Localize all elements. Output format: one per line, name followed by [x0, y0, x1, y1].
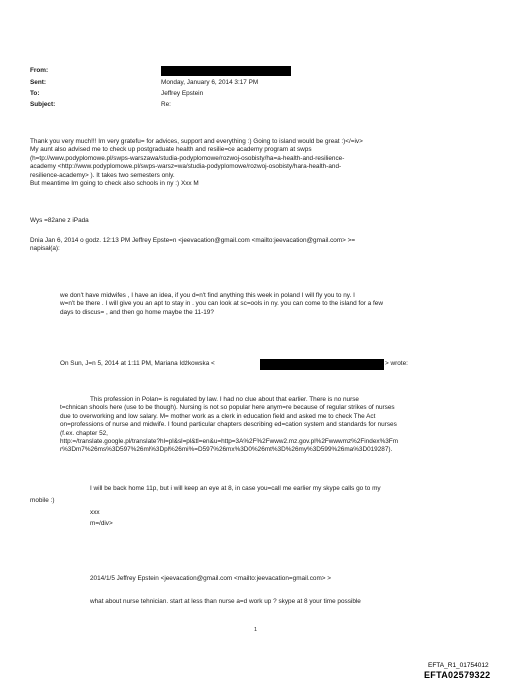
text-line: due to overworking and low salary. M= mother work as a clerk in education field and asked me to check The Act: [60, 412, 376, 420]
signature-line: Wys =82ane z iPada: [30, 217, 89, 224]
redacted-email: [260, 359, 384, 370]
text-line: This profession in Polan= is regulated by law. I had no clue about that earlier. There is no nurse: [90, 396, 359, 403]
text-line: My aunt also advised me to check up postgraduate health and resilie=ce academy program at swps: [30, 146, 312, 154]
text-line: days to discus= , and then go home maybe the 11-19?: [60, 308, 214, 316]
efta-code-large: EFTA02579322: [424, 670, 491, 680]
text-line: Dnia Jan 6, 2014 o godz. 12:13 PM Jeffrey Epste=n <jeevacation@gmail.com <mailto:jeevacation@gmail.com> >=: [30, 237, 356, 244]
sent-value: Monday, January 6, 2014 3:17 PM: [161, 79, 259, 86]
text-line: (f.ex. chapter 52,: [60, 429, 108, 437]
quote-header-3: 2014/1/5 Jeffrey Epstein <jeevacation@gmail.com <mailto:jeevacation=gmail.com> >: [90, 575, 332, 582]
redacted-sender: [161, 66, 291, 76]
text-line: (h=tp://www.podyplomowe.pl/swps-warszawa/studia-podyplomowe/rozwoj-osobisty/ha=a-health-and-resilience-: [30, 154, 345, 162]
sent-label: Sent:: [30, 79, 46, 86]
text-line: Thank you very much!!! Im very gratefu= for advices, support and everything :) Going to island would be great :)</=iv>: [30, 138, 363, 145]
to-value: Jeffrey Epstein: [161, 90, 204, 97]
xxx-line: xxx: [90, 509, 100, 516]
quoted-message-3-line2: mobile :): [30, 497, 55, 504]
text-line: resilience-academy> ). It takes two semesters only.: [30, 171, 175, 179]
text-line: w=n't be there . I will give you an apt to stay in . you can look at sc=ools in ny. you can come to the island for a few: [60, 300, 383, 308]
text-line: t=chnican shools here (use to be though). Nursing is not so popular here anym=re because of regular strikes of nurses: [60, 404, 395, 412]
text-line: academy <http://www.podyplomowe.pl/swps-warsz=wa/studia-podyplomowe/rozwoj-osobisty/hara-health-and-: [30, 163, 342, 171]
quoted-message-1: [60, 292, 383, 317]
quote-header-1: [30, 237, 355, 254]
div-end-line: m=/div>: [90, 520, 113, 527]
efta-code-small: EFTA_R1_01754012: [428, 662, 489, 669]
page-number: 1: [254, 627, 258, 633]
text-line: But meantime Im going to check also schools in ny :) Xxx M: [30, 180, 199, 188]
subject-label: Subject:: [30, 101, 56, 108]
text-line: on=professions of nurse and midwife. I found particular chapters describing ed=cation system and standards for nurses: [60, 421, 397, 429]
subject-value: Re:: [161, 101, 171, 108]
text-line: http:=/translate.google.pl/translate?hl=pl&sl=pl&tl=en&u=http=3A%2F%2Fwww2.mz.gov.pl%2Fwwwmz%2Findex%3Fm: [60, 438, 399, 446]
to-label: To:: [30, 90, 40, 97]
from-label: From:: [30, 67, 49, 74]
quoted-message-4: what about nurse tehnician. start at less than nurse a=d work up ? skype at 8 your time possible: [90, 598, 361, 605]
text-line: napisał(a):: [30, 245, 60, 253]
text-line: we don't have midwifes , I have an idea, if you d=n't find anything this week in poland I will fly you to ny. I: [60, 292, 355, 299]
reply-paragraph: [30, 138, 363, 188]
quoted-message-2: [60, 396, 398, 455]
quoted-message-3-line1: I will be back home 11p, but i will keep an eye at 8, in case you=call me earlier my skype calls go to my: [90, 485, 381, 492]
text-line: r%3Dm7%26ms%3D597%26ml%3Dpl%26mi%=D597%26mx%3D0%26mt%3D%26my%3D599%26ma%3D019287).: [60, 446, 393, 454]
quote-header-2-prefix: On Sun, J=n 5, 2014 at 1:11 PM, Mariana Idżkowska <: [60, 360, 215, 367]
quote-header-2-suffix: > wrote:: [385, 360, 408, 367]
